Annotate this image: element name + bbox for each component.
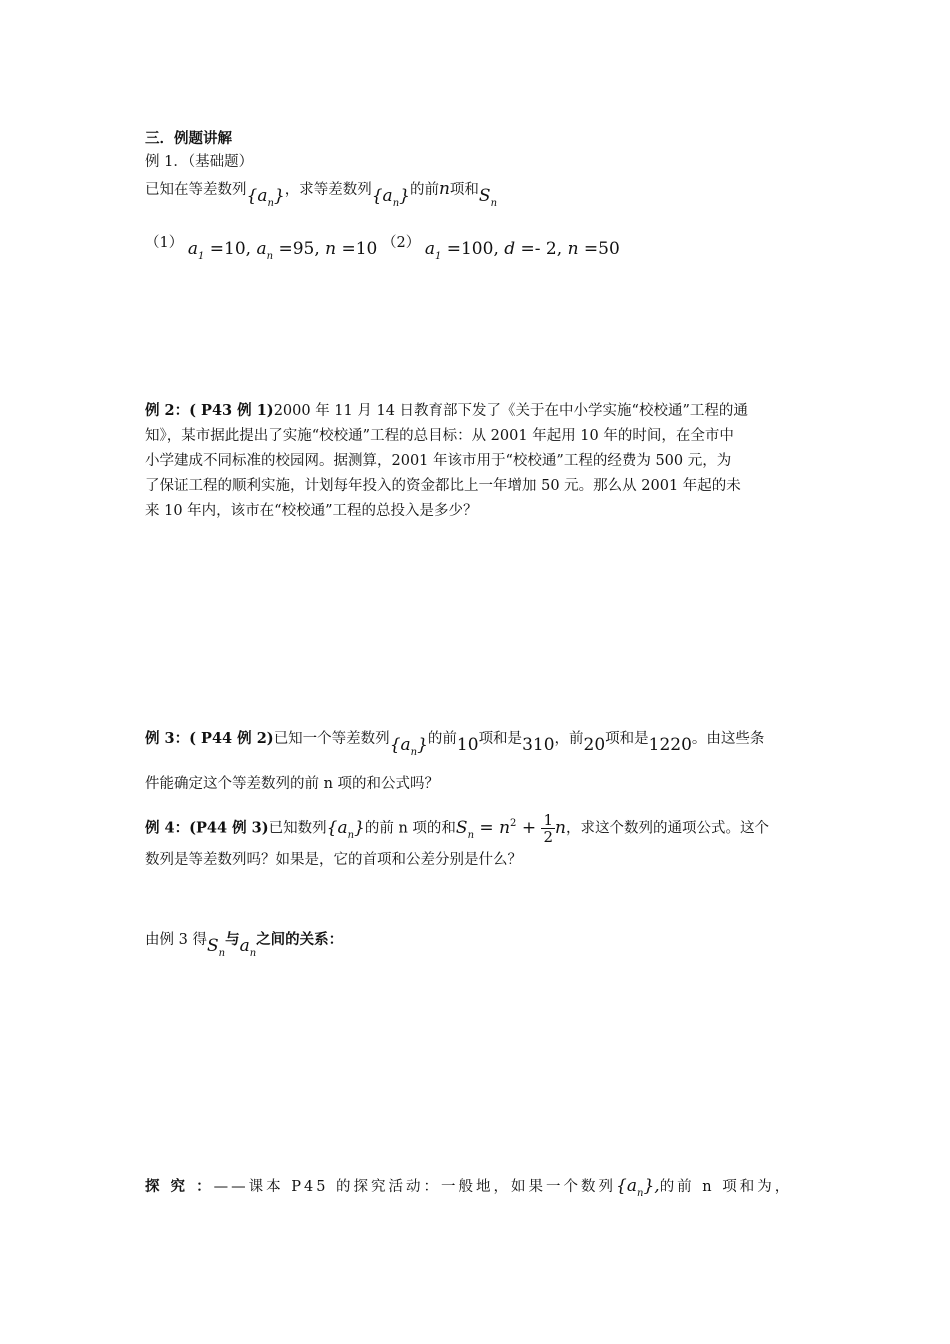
text: 之间的关系： (256, 931, 344, 948)
text: ——课本 P45 的探究活动：一般地，如果一个数列 (213, 1179, 617, 1195)
text: 项和 (449, 182, 479, 198)
term-symbol: $a_n$ (239, 936, 257, 959)
value: 20 (583, 735, 606, 755)
sequence-symbol: $\{a_n\}$ (246, 186, 285, 209)
text: 。由这些条 (691, 731, 765, 747)
example-2-line-2: 知》，某市据此提出了实施“校校通”工程的总目标：从 2001 年起用 10 年的时间，在全市中 (145, 428, 734, 444)
sum-symbol: $S_n$ (478, 186, 498, 209)
explore-label: 探 究 ： (145, 1178, 214, 1195)
example-1-parts (145, 232, 620, 262)
text: 的前 (409, 182, 439, 198)
n-variable: n (438, 179, 450, 199)
sum-formula: $S_n = n^2$ + $\frac{1}{2}$ n (455, 811, 566, 846)
text: 已知数列 (268, 820, 327, 837)
example-2-line-3: 小学建成不同标准的校园网。据测算，2001 年该市用于“校校通”工程的经费为 500 元，为 (145, 453, 732, 469)
example-1-statement (145, 179, 498, 209)
sequence-symbol: $\{a_n\}$ (371, 186, 410, 209)
text: 的前 (427, 731, 457, 747)
text: 已知一个等差数列 (273, 731, 390, 747)
text: 与 (225, 931, 240, 948)
text: 的前 n 项的和 (364, 820, 456, 837)
sequence-symbol: $\{a_n\}$ (326, 817, 365, 841)
part-1-label: （1） (145, 235, 184, 251)
part-2-label: （2） (381, 235, 421, 251)
sequence-symbol: $\{a_n\}$ (389, 735, 428, 758)
example-3-line-2: 件能确定这个等差数列的前 n 项的和公式吗？ (145, 776, 440, 792)
part-1-formula: $a_1 =10$, $a_n =95$, n =10 (187, 239, 378, 262)
example-3-label: 例 3：( P44 例 2) (145, 730, 274, 747)
explore-line (145, 1176, 792, 1199)
text: 的前 n 项和为， (659, 1179, 793, 1195)
text: 2000 年 11 月 14 日教育部下发了《关于在中小学实施“校校通”工程的通 (273, 403, 748, 419)
fraction: $\frac{1}{2}$ (543, 811, 554, 846)
example-2-label: 例 2：( P43 例 1) (145, 402, 274, 419)
text: ，求等差数列 (284, 182, 372, 198)
sequence-symbol: $\{a_n\}$, (616, 1176, 660, 1199)
text: 项和是 (605, 731, 649, 747)
value: 10 (456, 735, 479, 755)
section-title: 三．例题讲解 (145, 130, 232, 147)
relation-line (145, 929, 344, 959)
text: 项和是 (478, 731, 523, 747)
example-4-line-1 (145, 812, 769, 845)
text: ，求这个数列的通项公式。这个 (565, 820, 769, 837)
text: 已知在等差数列 (145, 182, 247, 198)
value: 310 (522, 735, 555, 755)
text: 由例 3 得 (145, 932, 207, 948)
value: 1220 (648, 735, 692, 755)
text: ，前 (554, 731, 584, 747)
sum-symbol: $S_n$ (206, 936, 226, 959)
example-4-line-2: 数列是等差数列吗？如果是，它的首项和公差分别是什么？ (145, 852, 522, 868)
example-4-label: 例 4：(P44 例 3) (145, 819, 269, 837)
example-2-line-1 (145, 401, 748, 421)
example-1-label: 例 1．（基础题） (145, 154, 254, 170)
example-2-line-4: 了保证工程的顺利实施，计划每年投入的资金都比上一年增加 50 元。那么从 2001 年起的未 (145, 478, 741, 494)
part-2-formula: $a_1 =100$, d =- 2, n =50 (424, 239, 620, 262)
example-3-line-1 (145, 728, 765, 758)
example-2-line-5: 来 10 年内，该市在“校校通”工程的总投入是多少？ (145, 503, 478, 519)
